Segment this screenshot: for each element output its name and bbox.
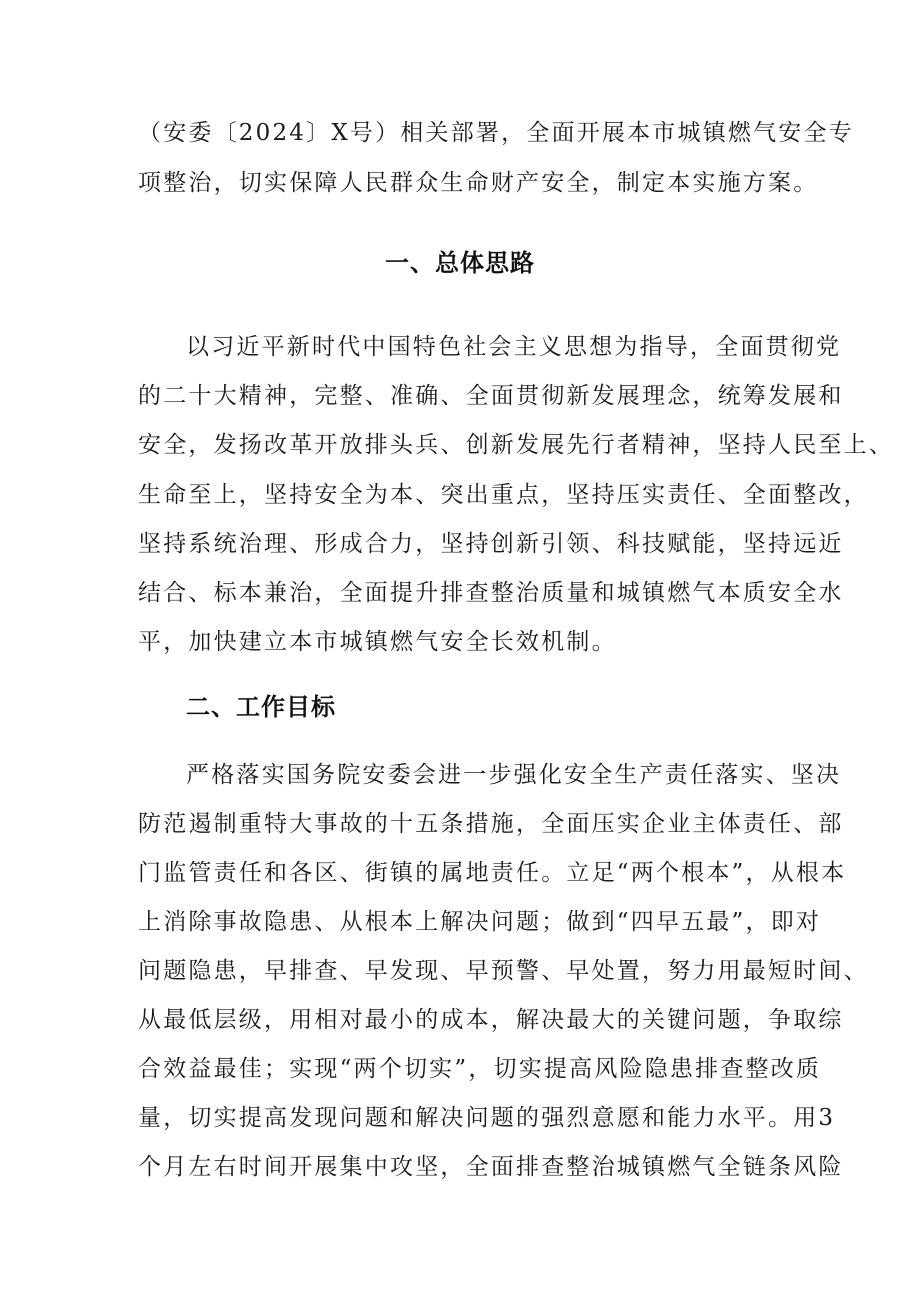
section2-line-9: 个月左右时间开展集中攻坚，全面排查整治城镇燃气全链条风险 xyxy=(138,1154,844,1180)
section1-line-1: 以习近平新时代中国特色社会主义思想为指导，全面贯彻党 xyxy=(186,334,842,360)
section1-line-6: 结合、标本兼治，全面提升排查整治质量和城镇燃气本质安全水 xyxy=(138,580,844,606)
section2-line-1: 严格落实国务院安委会进一步强化安全生产责任落实、坚决 xyxy=(186,762,842,788)
section2-line-6: 从最低层级，用相对最小的成本，解决最大的关键问题，争取综 xyxy=(138,1007,844,1033)
section1-line-2: 的二十大精神，完整、准确、全面贯彻新发展理念，统筹发展和 xyxy=(138,383,844,409)
intro-line-1: （安委〔2024〕X号）相关部署，全面开展本市城镇燃气安全专 xyxy=(138,120,854,146)
section2-line-8: 量，切实提高发现问题和解决问题的强烈意愿和能力水平。用3 xyxy=(138,1105,836,1131)
section2-line-7: 合效益最佳；实现“两个切实”，切实提高风险隐患排查整改质 xyxy=(138,1056,822,1082)
section1-line-4: 生命至上，坚持安全为本、突出重点，坚持压实责任、全面整改， xyxy=(138,482,869,508)
section-heading-overall-approach: 一、总体思路 xyxy=(385,249,535,277)
section2-line-4: 上消除事故隐患、从根本上解决问题；做到“四早五最”，即对 xyxy=(138,909,822,935)
section2-line-5: 问题隐患，早排查、早发现、早预警、早处置，努力用最短时间、 xyxy=(138,958,869,984)
section1-line-5: 坚持系统治理、形成合力，坚持创新引领、科技赋能，坚持远近 xyxy=(138,531,844,557)
section1-line-7: 平，加快建立本市城镇燃气安全长效机制。 xyxy=(138,629,617,655)
intro-line-2: 项整治，切实保障人民群众生命财产安全，制定本实施方案。 xyxy=(138,170,819,196)
section1-line-3: 安全，发扬改革开放排头兵、创新发展先行者精神，坚持人民至上、 xyxy=(138,432,894,458)
section-heading-work-goals: 二、工作目标 xyxy=(186,693,336,721)
section2-line-2: 防范遏制重特大事故的十五条措施，全面压实企业主体责任、部 xyxy=(138,811,844,837)
section2-line-3: 门监管责任和各区、街镇的属地责任。立足“两个根本”，从根本 xyxy=(138,860,847,886)
